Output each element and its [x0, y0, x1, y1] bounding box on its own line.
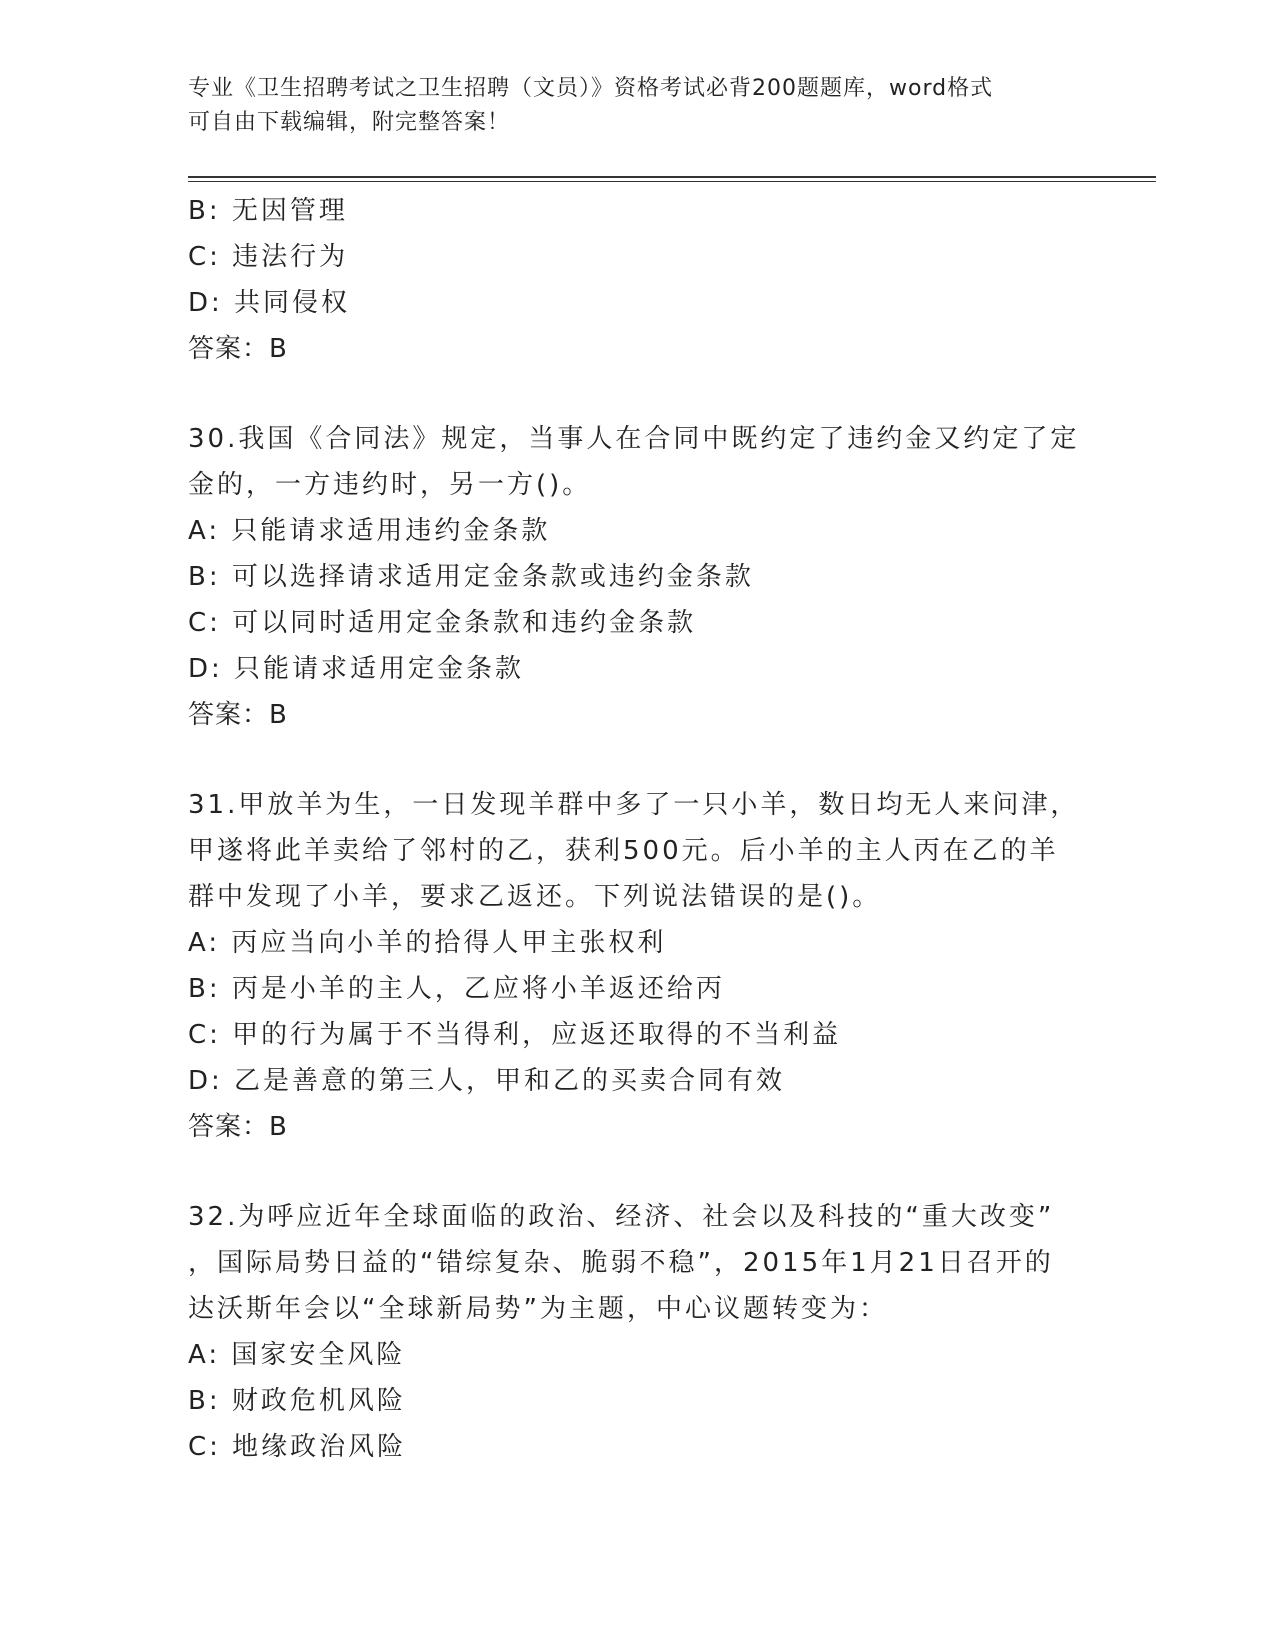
question-30	[188, 416, 1148, 738]
question-31	[188, 782, 1148, 1150]
option-a: A: 丙应当向小羊的拾得人甲主张权利	[188, 928, 667, 958]
page-header	[188, 72, 1088, 140]
question-29-tail	[188, 188, 1148, 372]
question-stem-line: 31.甲放羊为生，一日发现羊群中多了一只小羊，数日均无人来问津，	[188, 790, 1080, 820]
spacer	[188, 738, 1148, 782]
question-stem-line: 金的，一方违约时，另一方()。	[188, 470, 592, 500]
header-title-line-2: 可自由下载编辑，附完整答案！	[188, 110, 511, 135]
option-a: A: 国家安全风险	[188, 1340, 406, 1370]
option-b: B: 财政危机风险	[188, 1386, 406, 1416]
header-divider	[188, 176, 1156, 182]
option-d: D: 乙是善意的第三人，甲和乙的买卖合同有效	[188, 1066, 786, 1096]
question-stem-line: 32.为呼应近年全球面临的政治、经济、社会以及科技的“重大改变”	[188, 1202, 1055, 1232]
answer-line: 答案：B	[188, 1112, 288, 1142]
option-d: D: 共同侵权	[188, 288, 351, 318]
option-b: B: 无因管理	[188, 196, 348, 226]
option-c: C: 地缘政治风险	[188, 1432, 407, 1462]
answer-line: 答案：B	[188, 334, 288, 364]
option-c: C: 可以同时适用定金条款和违约金条款	[188, 608, 697, 638]
answer-line: 答案：B	[188, 700, 288, 730]
option-a: A: 只能请求适用违约金条款	[188, 516, 551, 546]
question-32	[188, 1194, 1148, 1470]
question-stem-line: 30.我国《合同法》规定，当事人在合同中既约定了违约金又约定了定	[188, 424, 1080, 454]
question-content	[188, 188, 1148, 1470]
option-b: B: 丙是小羊的主人，乙应将小羊返还给丙	[188, 974, 725, 1004]
spacer	[188, 1150, 1148, 1194]
question-stem-line: 达沃斯年会以“全球新局势”为主题，中心议题转变为：	[188, 1294, 888, 1324]
option-d: D: 只能请求适用定金条款	[188, 654, 525, 684]
header-title-line-1: 专业《卫生招聘考试之卫生招聘（文员）》资格考试必背200题题库，word格式	[188, 76, 994, 101]
question-stem-line: 甲遂将此羊卖给了邻村的乙，获利500元。后小羊的主人丙在乙的羊	[188, 836, 1059, 866]
spacer	[188, 372, 1148, 416]
question-stem-line: ，国际局势日益的“错综复杂、脆弱不稳”，2015年1月21日召开的	[188, 1248, 1054, 1278]
question-stem-line: 群中发现了小羊，要求乙返还。下列说法错误的是()。	[188, 882, 882, 912]
option-b: B: 可以选择请求适用定金条款或违约金条款	[188, 562, 754, 592]
option-c: C: 违法行为	[188, 242, 349, 272]
option-c: C: 甲的行为属于不当得利，应返还取得的不当利益	[188, 1020, 842, 1050]
